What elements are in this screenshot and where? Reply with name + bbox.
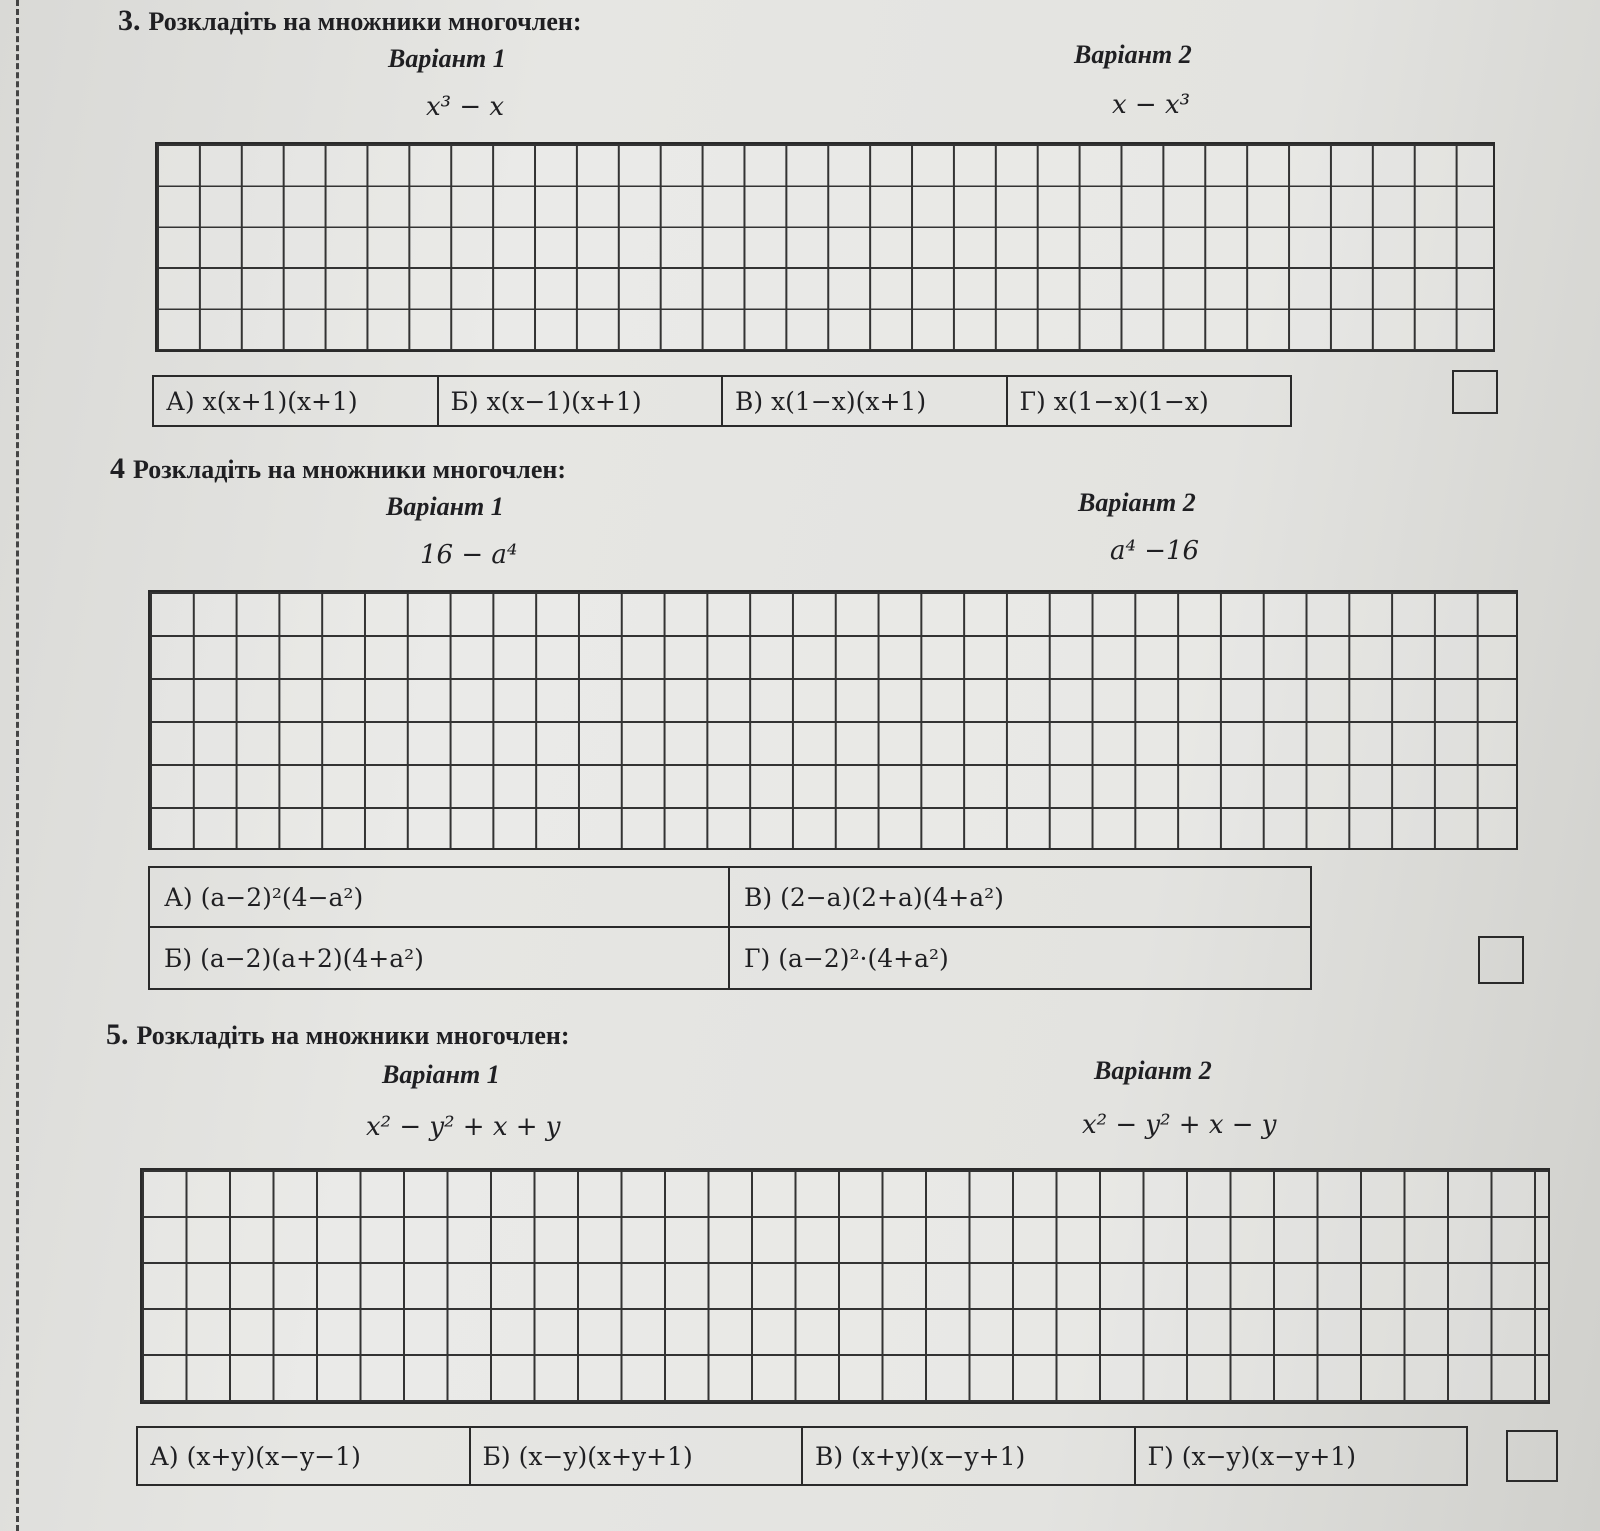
task-4-title-text: Розкладіть на множники многочлен: (133, 455, 567, 484)
task-3-work-grid[interactable] (155, 142, 1495, 352)
task-3-title-text: Розкладіть на множники многочлен: (148, 7, 582, 36)
task-5-variant-2-label: Варіант 2 (1094, 1056, 1212, 1085)
task-4-variant-1-label: Варіант 1 (386, 492, 504, 521)
task-5-variant-2-expression: x² − y² + x − y (1082, 1110, 1277, 1140)
task-5-answer-box[interactable] (1506, 1430, 1558, 1482)
task-3-title (118, 4, 582, 38)
task-3-variant-1-expression: x³ − x (426, 92, 505, 122)
task-3-option-b[interactable]: Б) x(x−1)(x+1) (439, 377, 724, 425)
task-3-number: 3. (118, 4, 141, 37)
task-3-option-a[interactable]: А) x(x+1)(x+1) (154, 377, 439, 425)
task-3-variant-2-expression: x − x³ (1112, 90, 1191, 120)
task-4-variant-2-label: Варіант 2 (1078, 488, 1196, 517)
task-4-answer-options (148, 866, 1312, 990)
task-3-answer-options (152, 375, 1292, 427)
task-5-variant-1-label: Варіант 1 (382, 1060, 500, 1089)
dashed-margin-line (16, 0, 19, 1531)
task-3-variant-2-label: Варіант 2 (1074, 40, 1192, 69)
task-4-answer-box[interactable] (1478, 936, 1524, 984)
task-3-variant-1-label: Варіант 1 (388, 44, 506, 73)
task-4-option-a[interactable]: А) (a−2)²(4−a²) (150, 868, 730, 928)
task-4-option-v[interactable]: В) (2−a)(2+a)(4+a²) (730, 868, 1310, 928)
task-3-option-v[interactable]: В) x(1−x)(x+1) (723, 377, 1008, 425)
task-5-answer-options (136, 1426, 1468, 1486)
task-4-number: 4 (110, 452, 125, 485)
task-3-answer-box[interactable] (1452, 370, 1498, 414)
task-4-variant-2-expression: a⁴ −16 (1110, 536, 1200, 566)
task-5-number: 5. (106, 1018, 129, 1051)
task-5-variant-1-expression: x² − y² + x + y (366, 1112, 561, 1142)
task-4-option-g[interactable]: Г) (a−2)²·(4+a²) (744, 943, 949, 973)
task-5-title (106, 1018, 570, 1052)
task-5-title-text: Розкладіть на множники многочлен: (136, 1021, 570, 1050)
task-4-work-grid[interactable] (148, 590, 1518, 850)
task-5-option-b[interactable]: Б) (x−y)(x+y+1) (471, 1428, 804, 1484)
task-5-option-v[interactable]: В) (x+y)(x−y+1) (803, 1428, 1136, 1484)
task-4-option-b[interactable]: Б) (a−2)(a+2)(4+a²) (150, 928, 730, 988)
task-5-option-a[interactable]: А) (x+y)(x−y−1) (138, 1428, 471, 1484)
task-4-title (110, 452, 566, 486)
task-5-option-g[interactable]: Г) (x−y)(x−y+1) (1147, 1441, 1356, 1471)
task-4-variant-1-expression: 16 − a⁴ (420, 540, 518, 570)
task-5-work-grid[interactable] (140, 1168, 1550, 1404)
task-3-option-g[interactable]: Г) x(1−x)(1−x) (1019, 386, 1209, 416)
